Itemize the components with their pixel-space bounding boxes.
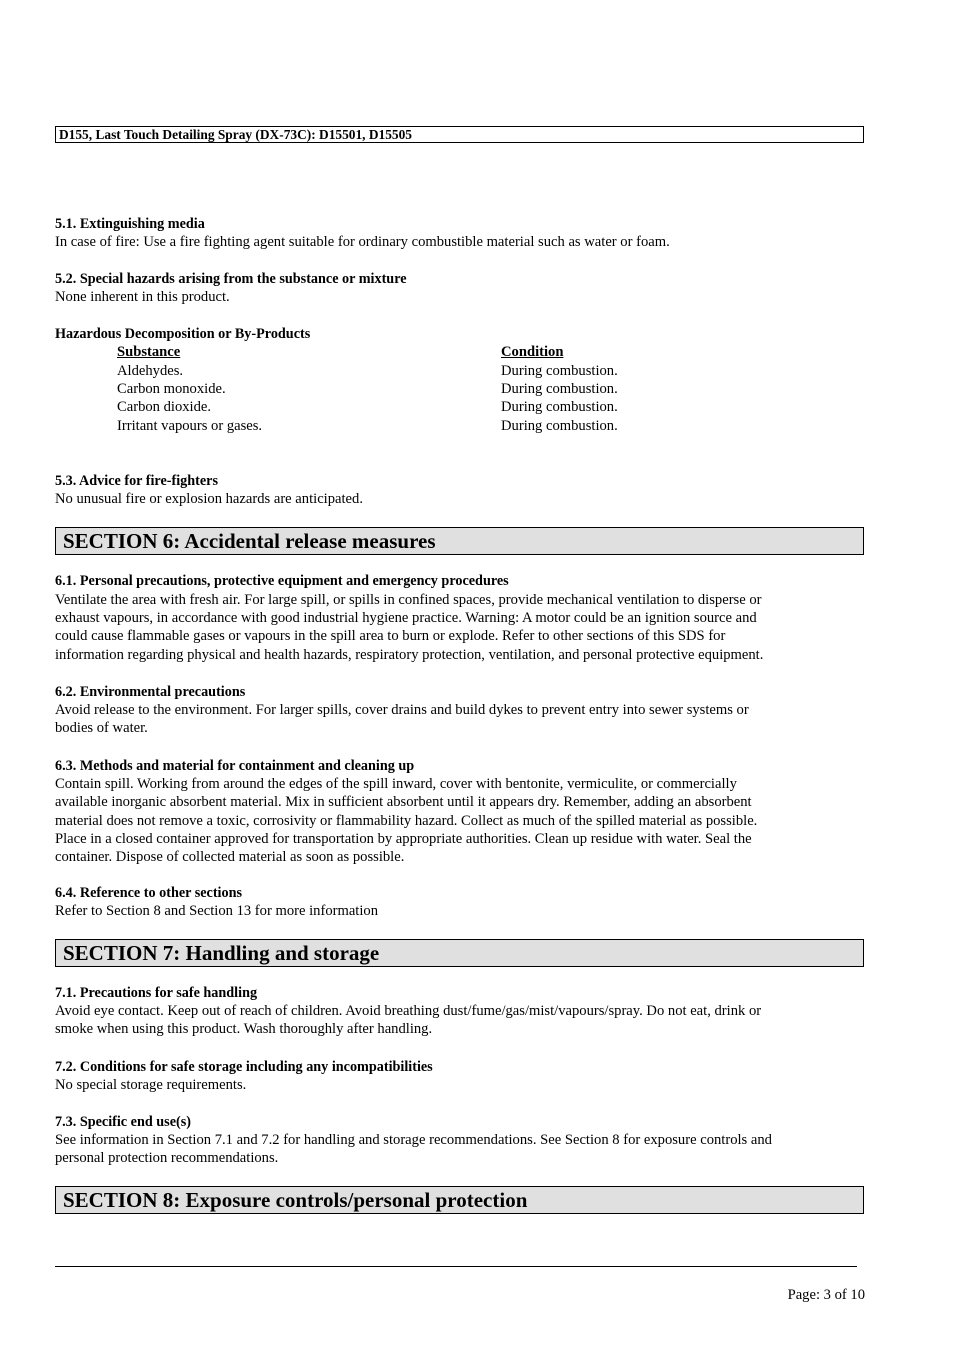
table-cell-condition: During combustion. [501,381,618,397]
text-6-2-line: bodies of water. [55,720,148,736]
column-header-condition: Condition [501,344,564,360]
text-6-1-line: Ventilate the area with fresh air. For large spill, or spills in confined spaces, provide mechanical ventilation to disperse or [55,592,762,608]
text-6-1-line: information regarding physical and health hazards, respiratory protection, ventilation, and personal protective equipment. [55,647,764,663]
heading-6-3: 6.3. Methods and material for containment and cleaning up [55,758,415,774]
page-number: Page: 3 of 10 [787,1287,865,1303]
text-7-3-line: See information in Section 7.1 and 7.2 for handling and storage recommendations. See Section 8 for exposure controls and [55,1132,772,1148]
section-8-title: SECTION 8: Exposure controls/personal protection [63,1188,528,1212]
table-cell-substance: Aldehydes. [117,363,184,379]
text-6-3-line: Place in a closed container approved for transportation by appropriate authorities. Clean up residue with water. Seal the [55,831,752,847]
text-5-3: No unusual fire or explosion hazards are anticipated. [55,491,363,507]
text-7-1-line: smoke when using this product. Wash thoroughly after handling. [55,1021,433,1037]
table-cell-condition: During combustion. [501,418,618,434]
text-6-4: Refer to Section 8 and Section 13 for more information [55,903,379,919]
footer-divider [55,1266,857,1267]
section-7-title: SECTION 7: Handling and storage [63,941,380,965]
text-6-3-line: container. Dispose of collected material as soon as possible. [55,849,405,865]
table-cell-substance: Irritant vapours or gases. [117,418,263,434]
heading-6-1: 6.1. Personal precautions, protective equipment and emergency procedures [55,573,509,589]
text-6-1-line: could cause flammable gases or vapours in the spill area to burn or explode. Refer to other sections of this SDS for [55,628,726,644]
heading-hazardous-decomposition: Hazardous Decomposition or By-Products [55,326,311,342]
section-6-title: SECTION 6: Accidental release measures [63,529,436,553]
table-cell-substance: Carbon dioxide. [117,399,212,415]
section-8-banner [55,1186,864,1214]
column-header-substance: Substance [117,344,181,360]
product-title: D155, Last Touch Detailing Spray (DX-73C): D15501, D15505 [59,127,413,142]
heading-5-3: 5.3. Advice for fire-fighters [55,473,218,489]
section-6-banner [55,527,864,555]
heading-7-1: 7.1. Precautions for safe handling [55,985,258,1001]
heading-6-2: 6.2. Environmental precautions [55,684,246,700]
text-6-1-line: exhaust vapours, in accordance with good industrial hygiene practice. Warning: A motor could be an ignition source and [55,610,757,626]
table-cell-condition: During combustion. [501,399,618,415]
text-5-1: In case of fire: Use a fire fighting agent suitable for ordinary combustible material such as water or foam. [55,234,670,250]
section-7-banner [55,939,864,967]
table-cell-condition: During combustion. [501,363,618,379]
text-5-2: None inherent in this product. [55,289,230,305]
text-6-2-line: Avoid release to the environment. For larger spills, cover drains and build dykes to prevent entry into sewer systems or [55,702,749,718]
text-6-3-line: Contain spill. Working from around the edges of the spill inward, cover with bentonite, vermiculite, or commercially [55,776,737,792]
table-cell-substance: Carbon monoxide. [117,381,226,397]
text-7-1-line: Avoid eye contact. Keep out of reach of children. Avoid breathing dust/fume/gas/mist/vapours/spray. Do not eat, drink or [55,1003,762,1019]
document-header [55,126,864,143]
text-6-3-line: available inorganic absorbent material. Mix in sufficient absorbent until it appears dry. Remember, adding an absorbent [55,794,752,810]
heading-5-2: 5.2. Special hazards arising from the substance or mixture [55,271,407,287]
heading-7-2: 7.2. Conditions for safe storage including any incompatibilities [55,1059,433,1075]
text-6-3-line: material does not remove a toxic, corrosivity or flammability hazard. Collect as much of the spilled material as possible. [55,813,758,829]
text-7-3-line: personal protection recommendations. [55,1150,279,1166]
text-7-2: No special storage requirements. [55,1077,247,1093]
heading-5-1: 5.1. Extinguishing media [55,216,205,232]
heading-6-4: 6.4. Reference to other sections [55,885,243,901]
heading-7-3: 7.3. Specific end use(s) [55,1114,191,1130]
